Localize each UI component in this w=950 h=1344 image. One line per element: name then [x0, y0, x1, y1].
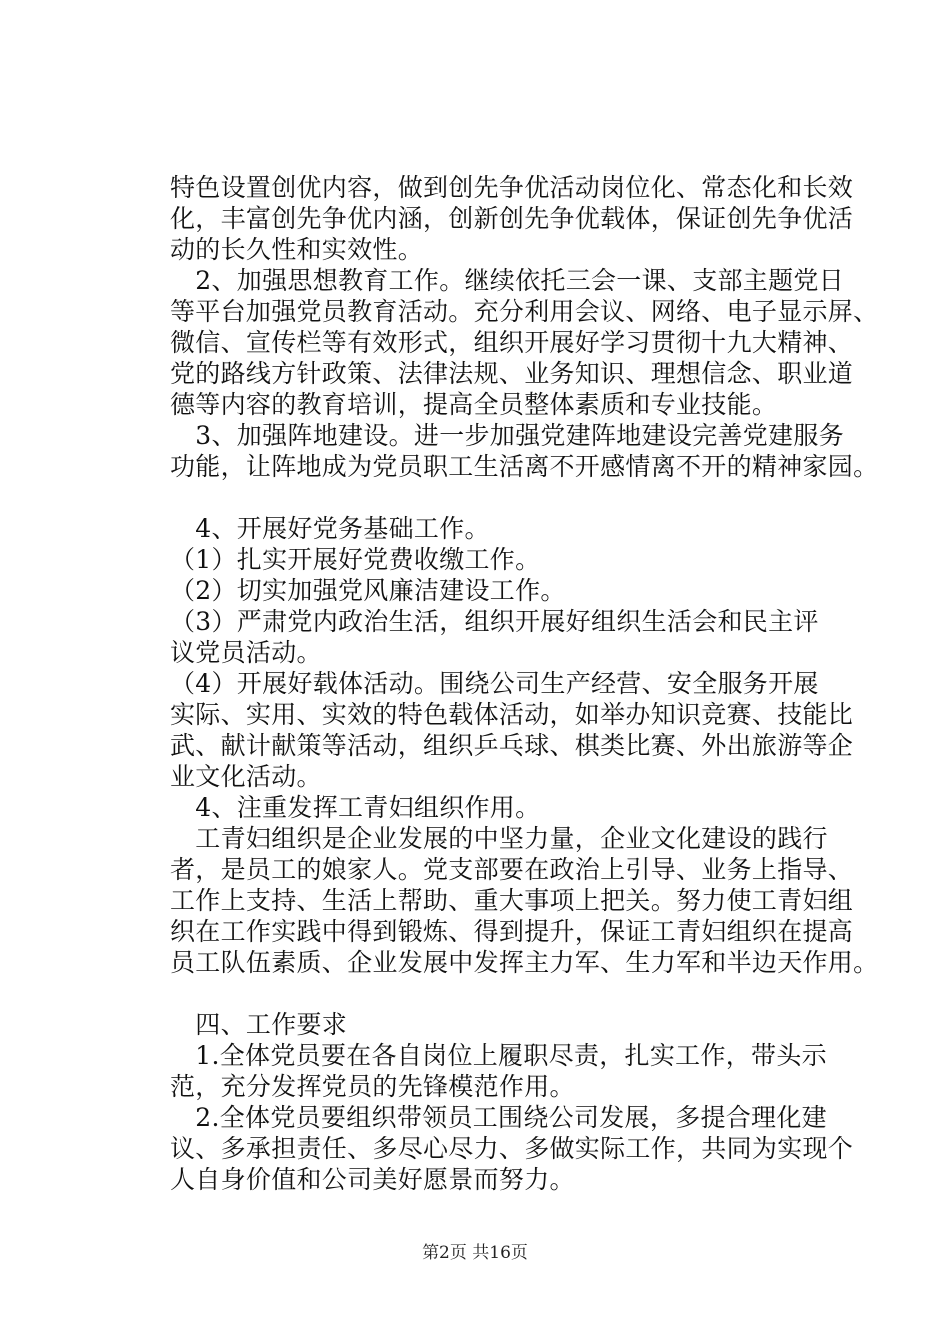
text-line: 德等内容的教育培训，提高全员整体素质和专业技能。 — [170, 390, 778, 419]
text-line: 2、加强思想教育工作。继续依托三会一课、支部主题党日 — [170, 266, 845, 295]
document-body — [170, 172, 879, 1195]
text-line: 3、加强阵地建设。进一步加强党建阵地建设完善党建服务 — [170, 421, 845, 450]
blank-line — [170, 482, 860, 513]
text-line: 党的路线方针政策、法律法规、业务知识、理想信念、职业道 — [170, 359, 854, 388]
text-line: 微信、宣传栏等有效形式，组织开展好学习贯彻十九大精神、 — [170, 328, 854, 357]
text-line: 者，是员工的娘家人。党支部要在政治上引导、业务上指导、 — [170, 855, 854, 884]
text-line: （4）开展好载体活动。围绕公司生产经营、安全服务开展 — [170, 669, 819, 698]
text-line: 动的长久性和实效性。 — [170, 235, 424, 264]
text-line: 4、开展好党务基础工作。 — [170, 514, 490, 543]
text-line: 议、多承担责任、多尽心尽力、多做实际工作，共同为实现个 — [170, 1134, 854, 1163]
text-line: 化，丰富创先争优内涵，创新创先争优载体，保证创先争优活 — [170, 204, 854, 233]
blank-line — [170, 978, 860, 1009]
text-line: （3）严肃党内政治生活，组织开展好组织生活会和民主评 — [170, 607, 819, 636]
text-line: （1）扎实开展好党费收缴工作。 — [170, 545, 541, 574]
text-line: 武、献计献策等活动，组织乒乓球、棋类比赛、外出旅游等企 — [170, 731, 854, 760]
section-heading: 四、工作要求 — [170, 1010, 348, 1039]
text-line: 议党员活动。 — [170, 638, 322, 667]
text-line: 实际、实用、实效的特色载体活动，如举办知识竞赛、技能比 — [170, 700, 854, 729]
text-line: 业文化活动。 — [170, 762, 322, 791]
text-line: 4、注重发挥工青妇组织作用。 — [170, 793, 541, 822]
text-line: （2）切实加强党风廉洁建设工作。 — [170, 576, 566, 605]
text-line: 工作上支持、生活上帮助、重大事项上把关。努力使工青妇组 — [170, 886, 854, 915]
text-line: 1.全体党员要在各自岗位上履职尽责，扎实工作，带头示 — [170, 1041, 827, 1070]
text-line: 人自身价值和公司美好愿景而努力。 — [170, 1165, 575, 1194]
text-line: 功能，让阵地成为党员职工生活离不开感情离不开的精神家园。 — [170, 452, 879, 481]
text-line: 工青妇组织是企业发展的中坚力量，企业文化建设的践行 — [170, 824, 828, 853]
page-number-footer: 第2页 共16页 — [422, 1243, 528, 1263]
text-line: 范，充分发挥党员的先锋模范作用。 — [170, 1072, 575, 1101]
text-line: 特色设置创优内容，做到创先争优活动岗位化、常态化和长效 — [170, 173, 854, 202]
text-line: 织在工作实践中得到锻炼、得到提升，保证工青妇组织在提高 — [170, 917, 854, 946]
text-line: 员工队伍素质、企业发展中发挥主力军、生力军和半边天作用。 — [170, 948, 879, 977]
text-line: 2.全体党员要组织带领员工围绕公司发展，多提合理化建 — [170, 1103, 827, 1132]
text-line: 等平台加强党员教育活动。充分利用会议、网络、电子显示屏、 — [170, 297, 879, 326]
